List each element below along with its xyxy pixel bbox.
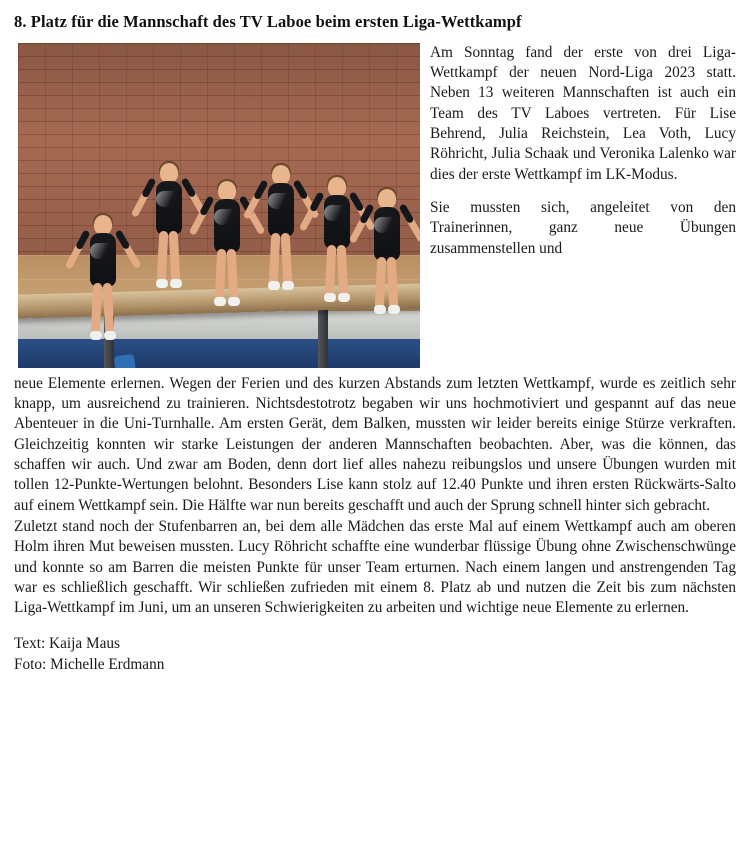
gymnast-foot-right <box>228 297 240 306</box>
gymnast-foot-right <box>338 293 350 302</box>
gymnast-leotard <box>324 195 350 249</box>
gymnast-foot-right <box>282 281 294 290</box>
gymnast-foot-right <box>388 305 400 314</box>
body-paragraph-1: neue Elemente erlernen. Wegen der Ferien und des kurzen Abstands zum letzten Wettkampf, wurde es zeitlich sehr knapp, um ausreichend zu trainieren. Nichtsdestotrotz begaben wir uns hochmotiviert und gespannt auf das neue Abenteuer in die Uni-Turnhalle. Am ersten Gerät, dem Balken, mussten wir leider bereits einige Stürze verkraften. Gleichzeitig konnten wir starke Leistungen der anderen Mannschaften beobachten. Aber, was die können, das schaffen wir auch. Und zwar am Boden, denn dort lief alles nahezu reibungslos und unsere Übungen wurden mit tollen 12-Punkte-Wertungen belohnt. Besonders Lise kann stolz auf 12.40 Punkte und ihren ersten Rückwärts-Salto auf einem Wettkampf sein. Die Hälfte war nun bereits geschafft und auch der Sprung schnell hinter sich gebracht. <box>14 374 736 514</box>
gymnast-leotard <box>156 181 182 235</box>
gymnast-leotard-shine <box>214 209 240 225</box>
body-paragraph-2: Zuletzt stand noch der Stufenbarren an, bei dem alle Mädchen das erste Mal auf einem Wettkampf auch am oberen Holm ihren Mut beweisen mussten. Lucy Röhricht schaffte eine wunderbar flüssige Übung ohne Zwischenschwünge und konnte so am Barren die meisten Punkte für unser Team erturnen. Nach einem langen und anstrengenden Tag war es schließlich geschafft. Wir schließen zufrieden mit einem 8. Platz ab und nutzen die Zeit bis zum nächsten Liga-Wettkampf im Juni, um an unseren Schwierigkeiten zu arbeiten und wichtige neue Elemente zu erlernen. <box>14 518 736 617</box>
gymnast-head <box>378 189 396 209</box>
gymnast-foot-left <box>374 305 386 314</box>
gymnast-foot-left <box>90 331 102 340</box>
gymnast-foot-right <box>170 279 182 288</box>
gymnast-foot-left <box>324 293 336 302</box>
top-block <box>14 43 736 374</box>
gymnast-foot-left <box>268 281 280 290</box>
gymnast-leotard <box>374 207 400 261</box>
gymnast-head <box>94 215 112 235</box>
gymnast-head <box>160 163 178 183</box>
gymnast-leotard-shine <box>90 243 116 259</box>
gymnast-leotard <box>214 199 240 253</box>
gymnast-leotard-shine <box>156 191 182 207</box>
gymnast-head <box>272 165 290 185</box>
gymnast-head <box>328 177 346 197</box>
gymnast-leotard-shine <box>268 193 294 209</box>
intro-paragraph-2: Sie mussten sich, angeleitet von den Trainerinnen, ganz neue Übungen zusammenstellen und <box>430 199 736 257</box>
gymnast-leotard <box>90 233 116 287</box>
article-body <box>14 374 736 619</box>
credits <box>14 633 736 676</box>
gymnast-leotard-shine <box>324 205 350 221</box>
article-photo <box>18 43 420 368</box>
gymnast-foot-left <box>214 297 226 306</box>
gymnast-foot-right <box>104 331 116 340</box>
credit-text: Text: Kaija Maus <box>14 634 120 652</box>
beam-leg-right <box>318 305 328 368</box>
gymnast-head <box>218 181 236 201</box>
page-title: 8. Platz für die Mannschaft des TV Laboe beim ersten Liga-Wettkampf <box>14 12 522 31</box>
gymnast-leotard-shine <box>374 217 400 233</box>
gymnast-leotard <box>268 183 294 237</box>
intro-paragraph-1: Am Sonntag fand der erste von drei Liga-Wettkampf der neuen Nord-Liga 2023 statt. Neben 13 weiteren Mannschaften ist auch ein Team des TV Laboes vertreten. Für Lise Behrend, Julia Reichstein, Lea Voth, Lucy Röhricht, Julia Schaak und Veronika Lalenko war dies der erste Wettkampf im LK-Modus. <box>430 43 736 183</box>
blue-mat <box>18 339 420 368</box>
gymnast-foot-left <box>156 279 168 288</box>
credit-photo: Foto: Michelle Erdmann <box>14 656 165 674</box>
